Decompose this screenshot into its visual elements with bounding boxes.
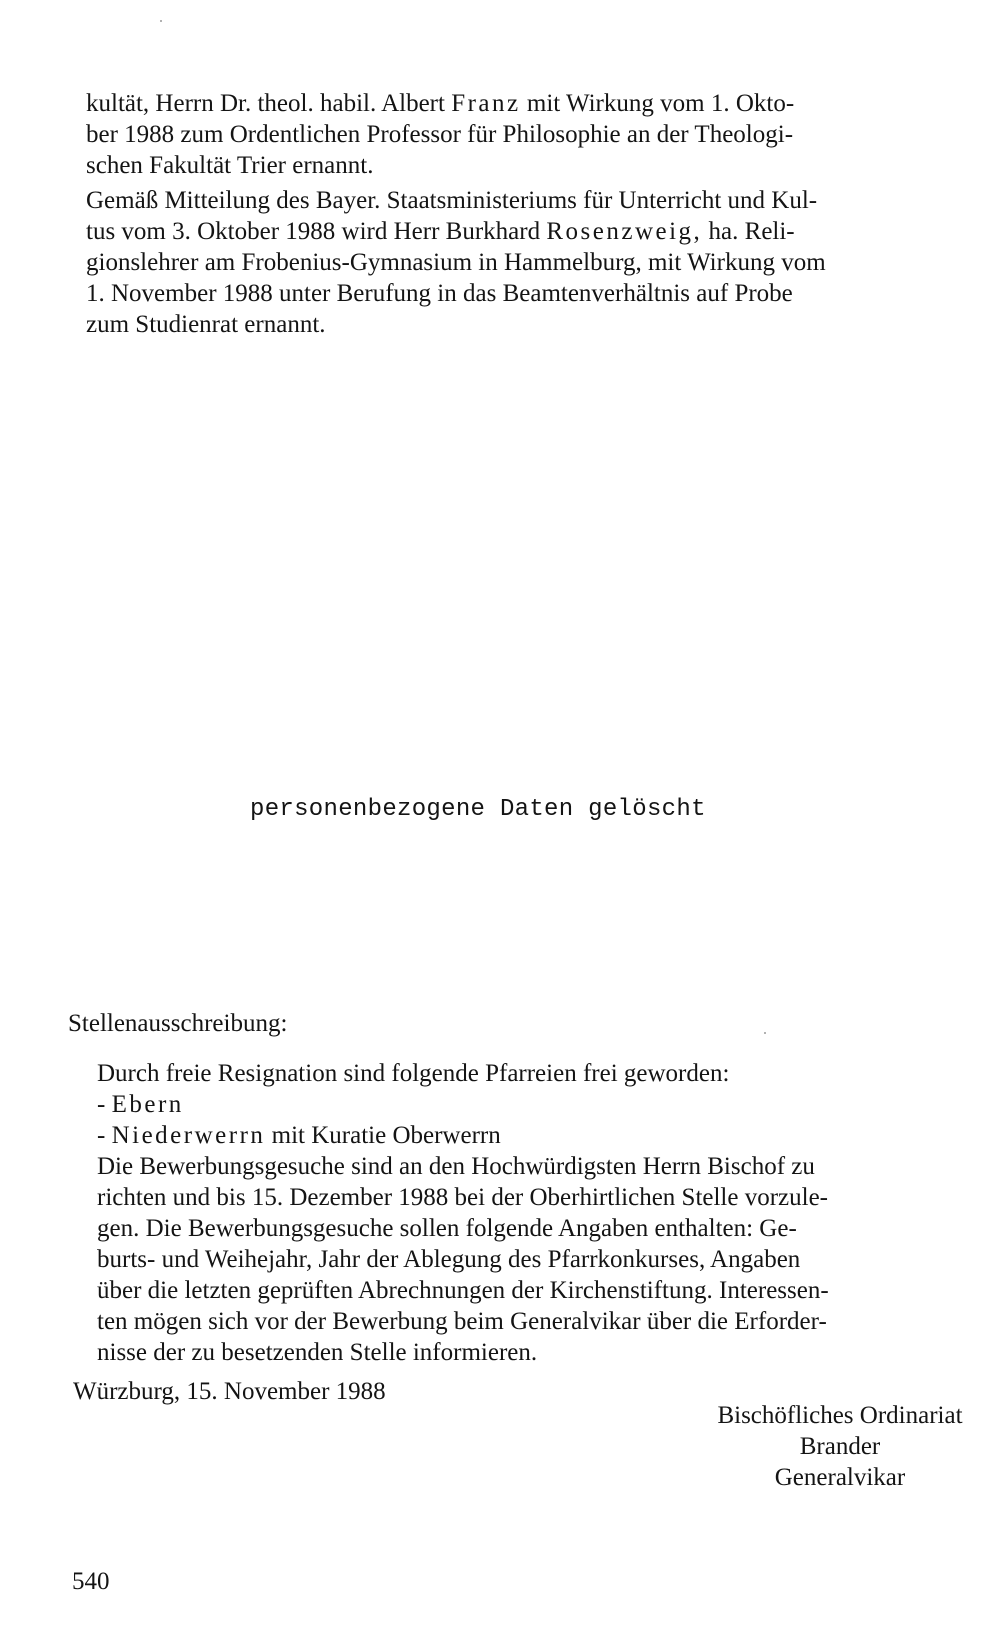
paragraph-line: schen Fakultät Trier ernannt. xyxy=(86,152,374,179)
parish-name-niederwerrn: Niederwerrn xyxy=(111,1122,266,1149)
appointment-paragraph-franz xyxy=(86,88,950,181)
parish-list-item xyxy=(97,1089,953,1120)
paragraph-line: ber 1988 zum Ordentlichen Professor für Philosophie an der Theologi- xyxy=(86,121,794,148)
scan-speck xyxy=(160,20,162,22)
scan-speck xyxy=(764,1032,766,1034)
signature-name: Brander xyxy=(799,1433,881,1460)
person-name-rosenzweig: Rosenzweig, xyxy=(546,218,703,245)
signature-title: Generalvikar xyxy=(774,1464,906,1491)
paragraph-line: richten und bis 15. Dezember 1988 bei der Oberhirtlichen Stelle vorzule- xyxy=(97,1184,829,1211)
text-fragment: mit Wirkung vom 1. Okto- xyxy=(520,90,795,117)
vacancy-heading: Stellenausschreibung: xyxy=(68,1010,288,1037)
paragraph-line: zum Studienrat ernannt. xyxy=(86,311,326,338)
list-dash: - xyxy=(97,1091,112,1118)
text-fragment: tus vom 3. Oktober 1988 wird Herr Burkhard xyxy=(86,218,547,245)
vacancy-intro: Durch freie Resignation sind folgende Pfarreien frei geworden: xyxy=(97,1060,730,1087)
paragraph-line: nisse der zu besetzenden Stelle informieren. xyxy=(97,1339,538,1366)
text-fragment: kultät, Herrn Dr. theol. habil. Albert xyxy=(86,90,452,117)
page-number: 540 xyxy=(72,1568,110,1595)
paragraph-line xyxy=(86,216,954,247)
vacancy-paragraph xyxy=(97,1058,953,1368)
paragraph-line: 1. November 1988 unter Berufung in das Beamtenverhältnis auf Probe xyxy=(86,280,793,307)
paragraph-line: gen. Die Bewerbungsgesuche sollen folgende Angaben enthalten: Ge- xyxy=(97,1215,797,1242)
paragraph-line: burts- und Weihejahr, Jahr der Ablegung des Pfarrkonkurses, Angaben xyxy=(97,1246,801,1273)
person-name-franz: Franz xyxy=(451,90,521,117)
text-fragment: mit Kuratie Oberwerrn xyxy=(265,1122,501,1149)
paragraph-line: ten mögen sich vor der Bewerbung beim Generalvikar über die Erforder- xyxy=(97,1308,827,1335)
paragraph-line: Die Bewerbungsgesuche sind an den Hochwürdigsten Herrn Bischof zu xyxy=(97,1153,815,1180)
paragraph-line: Gemäß Mitteilung des Bayer. Staatsministeriums für Unterricht und Kul- xyxy=(86,187,818,214)
parish-list-item xyxy=(97,1120,953,1151)
paragraph-line: gionslehrer am Frobenius-Gymnasium in Hammelburg, mit Wirkung vom xyxy=(86,249,826,276)
text-fragment: ha. Reli- xyxy=(702,218,795,245)
parish-name-ebern: Ebern xyxy=(111,1091,184,1118)
paragraph-line xyxy=(86,88,950,119)
appointment-paragraph-rosenzweig xyxy=(86,185,954,340)
list-dash: - xyxy=(97,1122,112,1149)
redaction-notice: personenbezogene Daten gelöscht xyxy=(250,796,706,823)
signature-office: Bischöfliches Ordinariat xyxy=(717,1402,963,1429)
place-and-date: Würzburg, 15. November 1988 xyxy=(73,1378,386,1405)
paragraph-line: über die letzten geprüften Abrechnungen der Kirchenstiftung. Interessen- xyxy=(97,1277,829,1304)
signature-block xyxy=(690,1400,990,1493)
